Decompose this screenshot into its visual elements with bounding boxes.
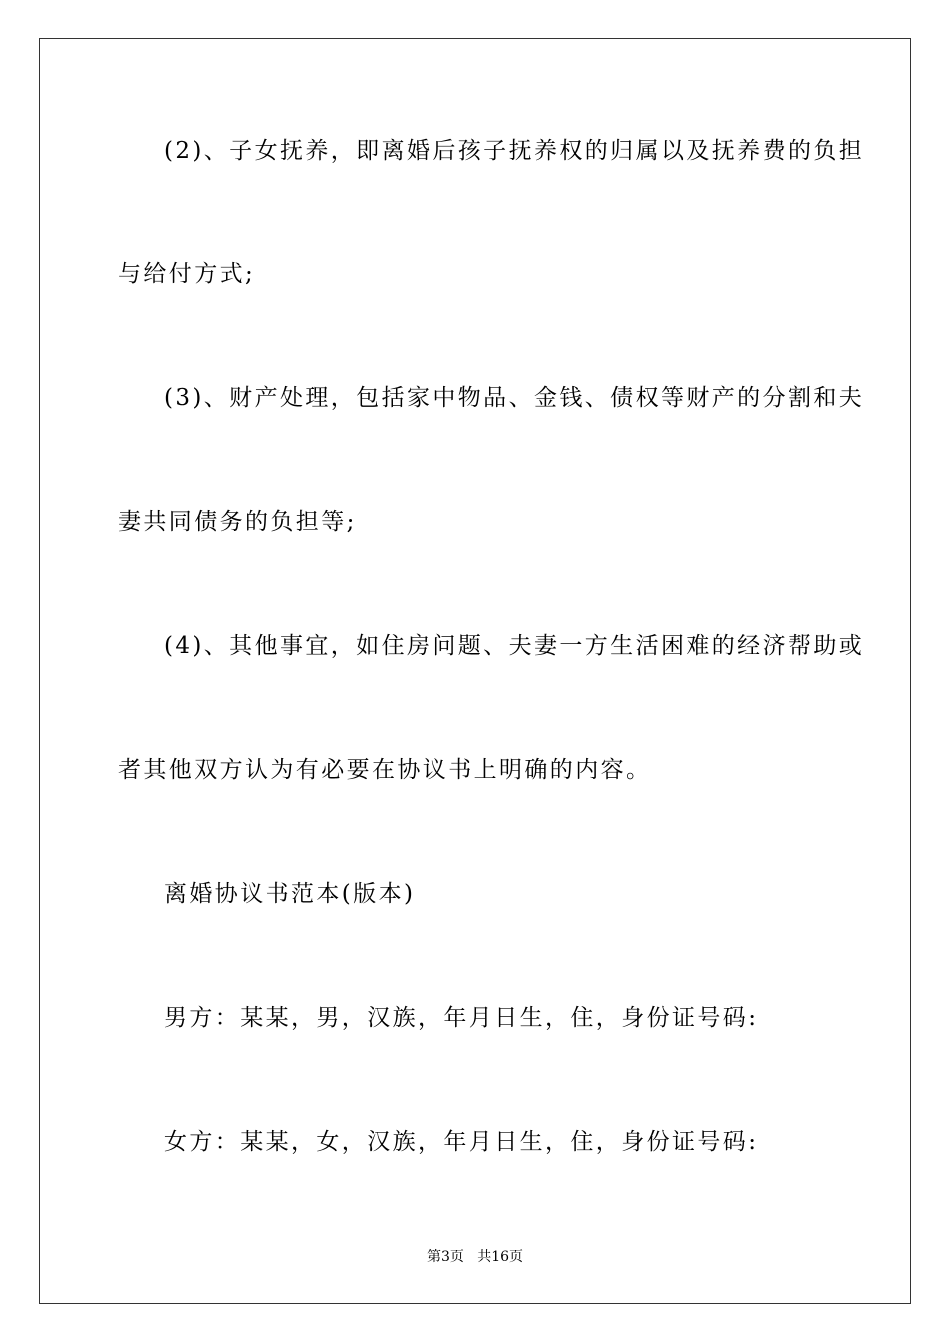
male-party-line: 男方：某某，男，汉族，年月日生，住，身份证号码: bbox=[164, 1005, 759, 1031]
page-border bbox=[39, 38, 911, 1304]
paragraph-child-custody: (2)、子女抚养，即离婚后孩子抚养权的归属以及抚养费的负担 bbox=[164, 138, 865, 164]
paragraph-other-matters: (4)、其他事宜，如住房问题、夫妻一方生活困难的经济帮助或 bbox=[164, 633, 865, 659]
paragraph-child-custody-cont: 与给付方式; bbox=[118, 261, 256, 287]
section-heading: 离婚协议书范本(版本) bbox=[164, 881, 416, 907]
paragraph-property: (3)、财产处理，包括家中物品、金钱、债权等财产的分割和夫 bbox=[164, 385, 865, 411]
female-party-line: 女方：某某，女，汉族，年月日生，住，身份证号码: bbox=[164, 1129, 759, 1155]
page-number: 第3页 共16页 bbox=[426, 1249, 524, 1265]
paragraph-property-cont: 妻共同债务的负担等; bbox=[118, 509, 357, 535]
paragraph-other-matters-cont: 者其他双方认为有必要在协议书上明确的内容。 bbox=[118, 757, 652, 783]
